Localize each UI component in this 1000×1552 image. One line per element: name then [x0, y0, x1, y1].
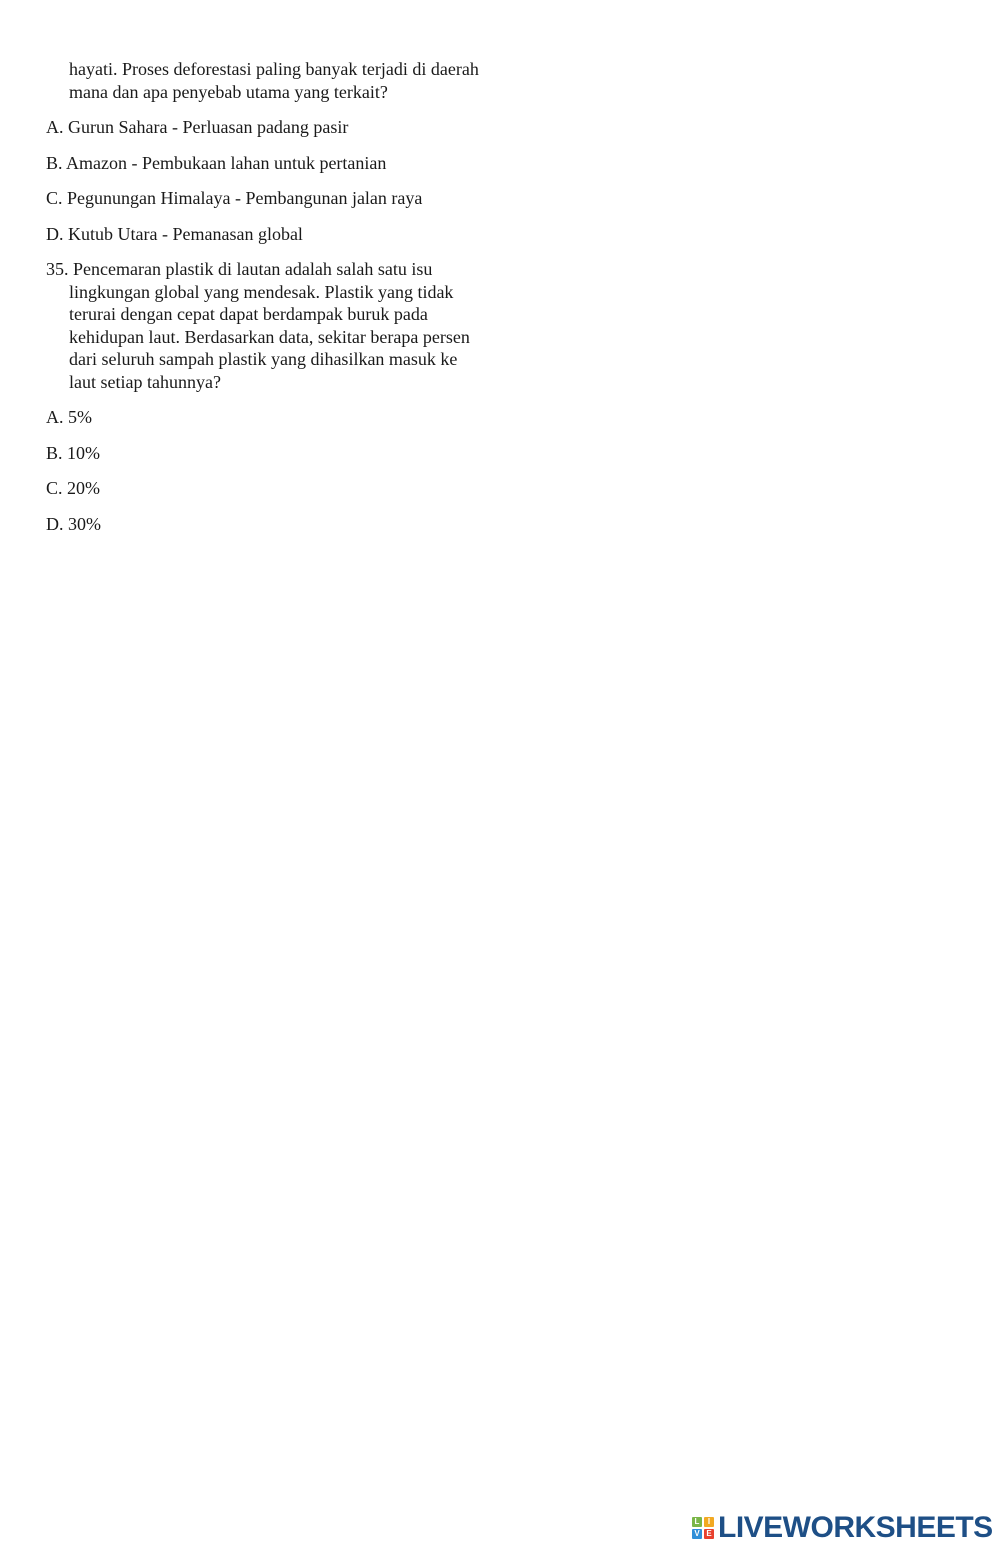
logo-mark-l: L — [692, 1517, 702, 1527]
question-35-option-d[interactable]: D. 30% — [46, 513, 101, 534]
worksheet-content — [46, 58, 486, 548]
question-35-option-a[interactable]: A. 5% — [46, 407, 92, 427]
question-34-option-d[interactable]: D. Kutub Utara - Pemanasan global — [46, 223, 303, 244]
question-34-stem-continuation: hayati. Proses deforestasi paling banyak terjadi di daerah mana dan apa penyebab utama yang terkait? — [69, 59, 479, 102]
liveworksheets-logo — [692, 1512, 993, 1544]
question-35-option-b[interactable]: B. 10% — [46, 442, 100, 463]
liveworksheets-logo-icon — [692, 1517, 714, 1539]
question-35-option-c[interactable]: C. 20% — [46, 478, 100, 498]
logo-mark-v: V — [692, 1529, 702, 1539]
logo-mark-i: I — [704, 1517, 714, 1527]
question-35-stem: 35. Pencemaran plastik di lautan adalah salah satu isu lingkungan global yang mendesak. Plastik yang tidak terurai dengan cepat dapat berdampak buruk pada kehidupan laut. Berdasarkan data, sekitar berapa persen dari seluruh sampah plastik yang dihasilkan masuk ke laut setiap tahunnya? — [46, 259, 470, 392]
question-34-option-a[interactable]: A. Gurun Sahara - Perluasan padang pasir — [46, 117, 349, 137]
liveworksheets-logo-text: LIVEWORKSHEETS — [718, 1511, 993, 1544]
question-34-option-b[interactable]: B. Amazon - Pembukaan lahan untuk pertanian — [46, 152, 387, 173]
question-34-option-c[interactable]: C. Pegunungan Himalaya - Pembangunan jalan raya — [46, 188, 423, 208]
logo-mark-e: E — [704, 1529, 714, 1539]
